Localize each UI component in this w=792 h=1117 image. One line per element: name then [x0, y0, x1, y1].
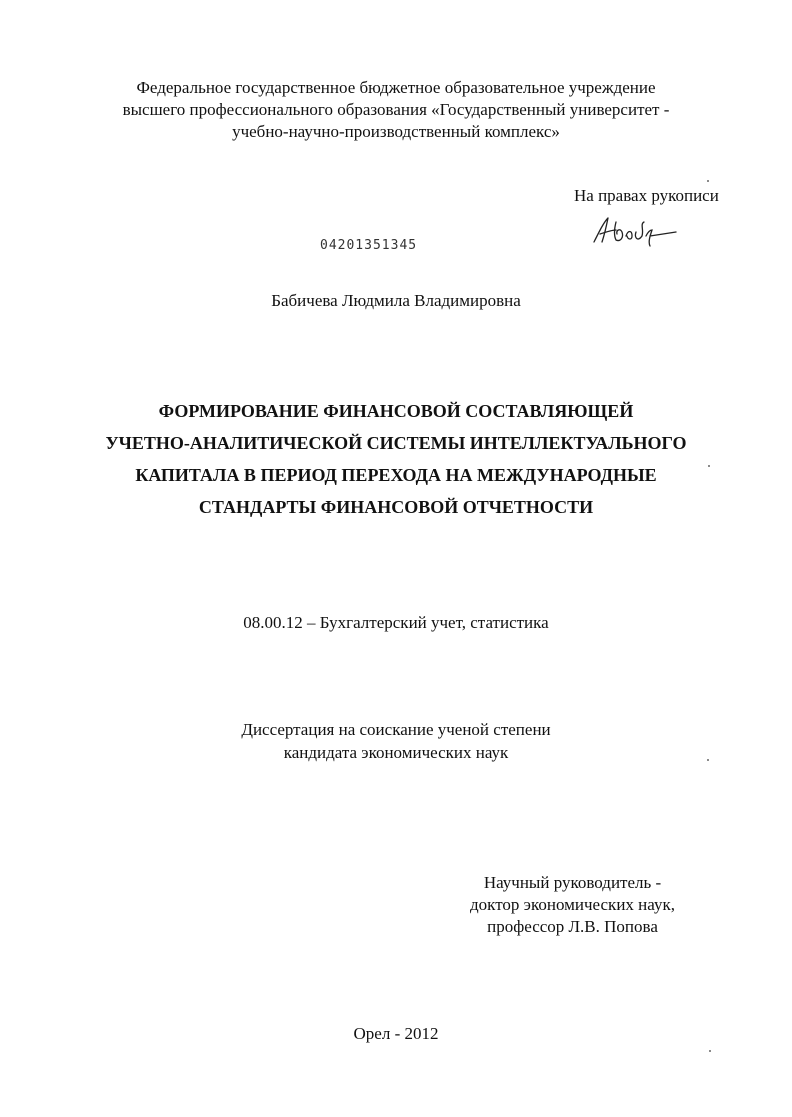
scan-speck [709, 1050, 711, 1052]
scan-speck [707, 180, 709, 182]
advisor-line-1: Научный руководитель - [483, 873, 662, 892]
scan-speck [707, 759, 709, 761]
registry-code: 04201351345 [320, 238, 418, 253]
degree-line-1: Диссертация на соискание ученой степени [241, 720, 551, 739]
signature-image [590, 212, 680, 248]
title-line-2: УЧЕТНО-АНАЛИТИЧЕСКОЙ СИСТЕМЫ ИНТЕЛЛЕКТУАЛЬНОГО [105, 433, 687, 453]
institution-line-2: высшего профессионального образования «Государственный университет - [122, 100, 670, 119]
title-line-3: КАПИТАЛА В ПЕРИОД ПЕРЕХОДА НА МЕЖДУНАРОДНЫЕ [135, 465, 657, 485]
dissertation-title [0, 395, 792, 523]
specialty: 08.00.12 – Бухгалтерский учет, статистика [243, 613, 549, 632]
institution-line-1: Федеральное государственное бюджетное образовательное учреждение [136, 78, 656, 97]
author-name: Бабичева Людмила Владимировна [271, 291, 521, 310]
degree-line-2: кандидата экономических наук [283, 743, 509, 762]
advisor-block [455, 873, 690, 939]
manuscript-rights: На правах рукописи [574, 186, 719, 205]
institution-block [0, 78, 792, 144]
scan-speck [708, 465, 710, 467]
title-line-4: СТАНДАРТЫ ФИНАНСОВОЙ ОТЧЕТНОСТИ [198, 497, 594, 517]
advisor-line-2: доктор экономических наук, [470, 895, 675, 914]
title-line-1: ФОРМИРОВАНИЕ ФИНАНСОВОЙ СОСТАВЛЯЮЩЕЙ [158, 401, 634, 421]
city-year: Орел - 2012 [353, 1024, 439, 1043]
institution-line-3: учебно-научно-производственный комплекс» [232, 122, 560, 141]
degree-block [0, 720, 792, 766]
advisor-line-3: профессор Л.В. Попова [487, 917, 658, 936]
